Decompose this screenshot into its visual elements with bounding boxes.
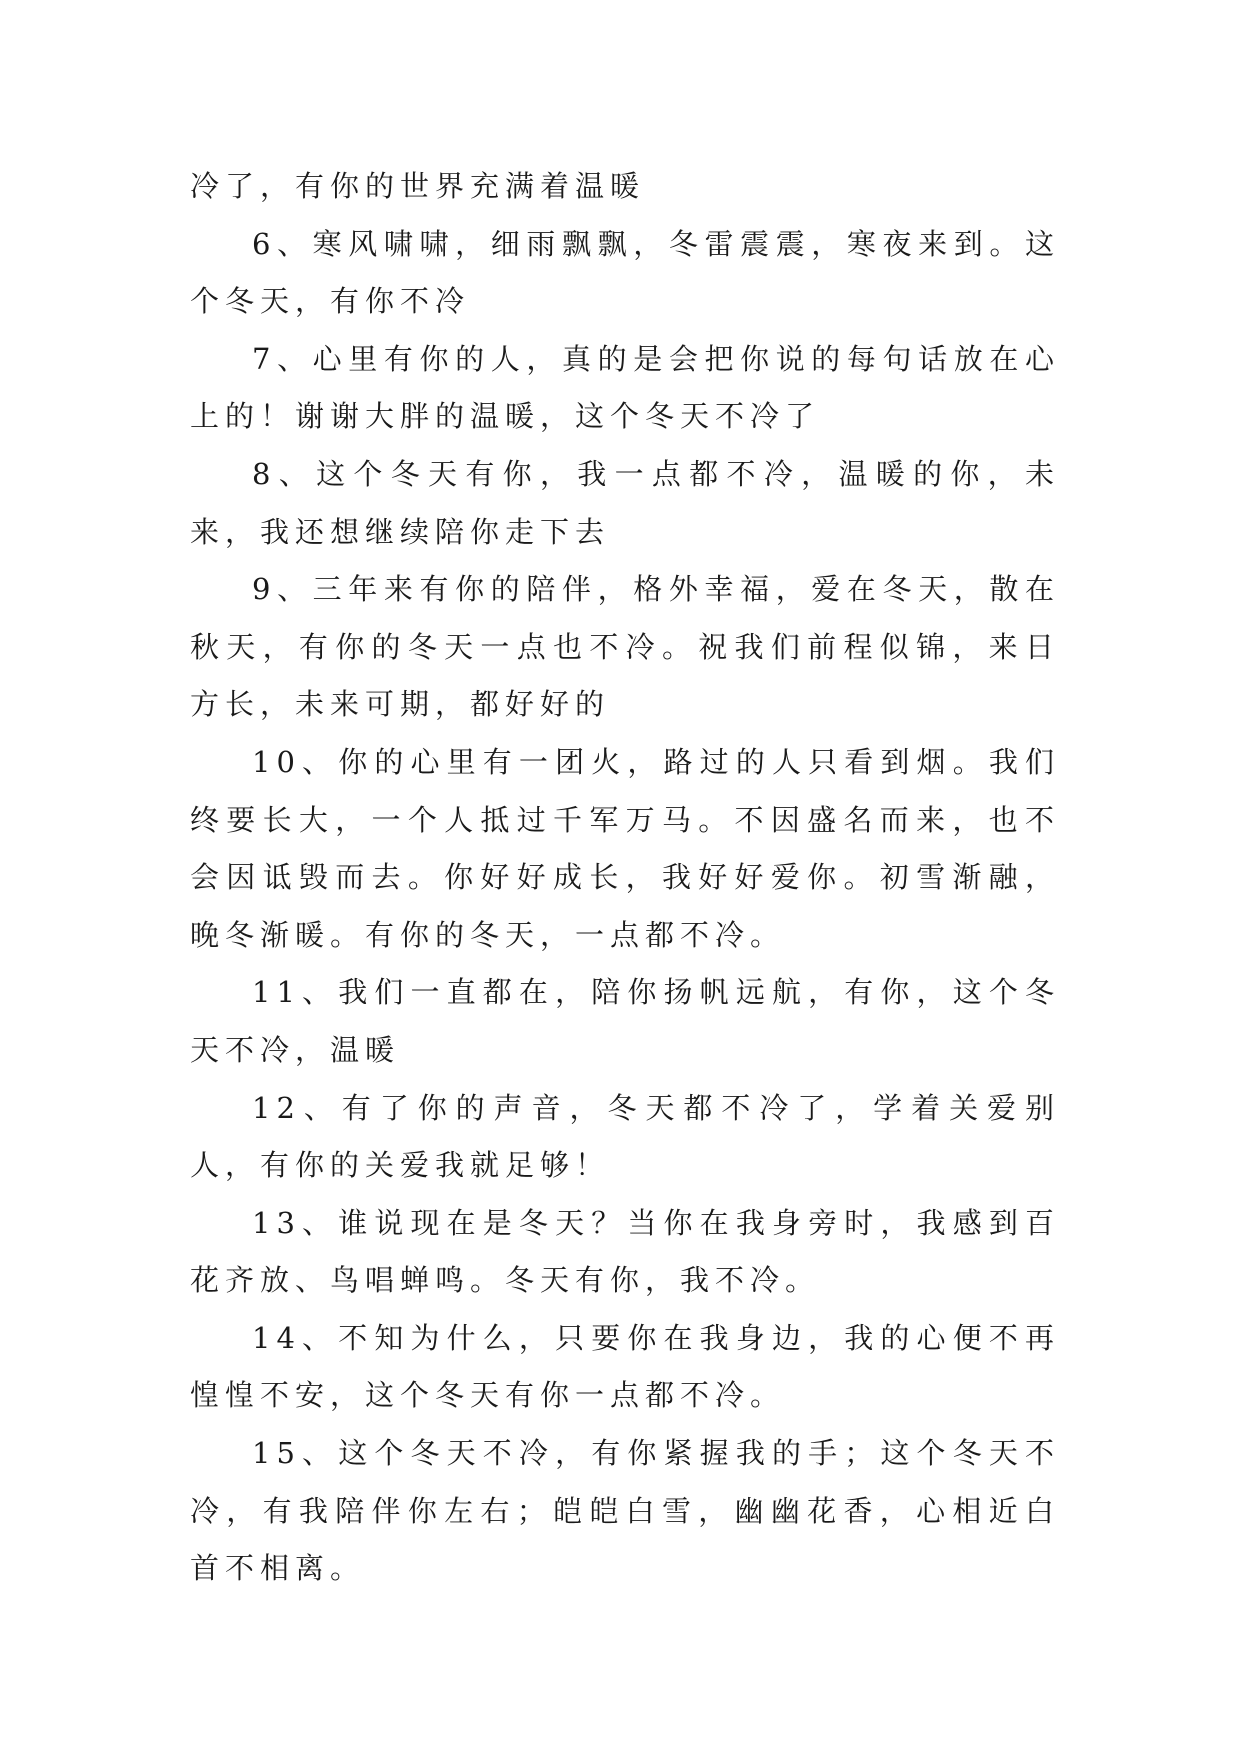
- paragraph-item-6: 6、寒风啸啸，细雨飘飘，冬雷震震，寒夜来到。这个冬天，有你不冷: [190, 226, 1060, 319]
- paragraph-item-15: 15、这个冬天不冷，有你紧握我的手；这个冬天不冷，有我陪伴你左右；皑皑白雪，幽幽花香，心相近白首不相离。: [190, 1436, 1060, 1586]
- paragraph-item-7: 7、心里有你的人，真的是会把你说的每句话放在心上的！谢谢大胖的温暖，这个冬天不冷了: [190, 341, 1060, 434]
- paragraph-item-9: 9、三年来有你的陪伴，格外幸福，爱在冬天，散在秋天，有你的冬天一点也不冷。祝我们前程似锦，来日方长，未来可期，都好好的: [190, 572, 1060, 722]
- paragraph-continuation: 冷了，有你的世界充满着温暖: [190, 169, 646, 203]
- paragraph-item-13: 13、谁说现在是冬天？当你在我身旁时，我感到百花齐放、鸟唱蝉鸣。冬天有你，我不冷。: [190, 1205, 1060, 1298]
- paragraph-item-14: 14、不知为什么，只要你在我身边，我的心便不再惶惶不安，这个冬天有你一点都不冷。: [190, 1320, 1060, 1413]
- paragraph-item-10: 10、你的心里有一团火，路过的人只看到烟。我们终要长大，一个人抵过千军万马。不因盛名而来，也不会因诋毁而去。你好好成长，我好好爱你。初雪渐融，晚冬渐暖。有你的冬天，一点都不冷。: [190, 744, 1060, 952]
- paragraph-item-11: 11、我们一直都在，陪你扬帆远航，有你，这个冬天不冷，温暖: [190, 975, 1060, 1067]
- paragraph-item-8: 8、这个冬天有你，我一点都不冷，温暖的你，未来，我还想继续陪你走下去: [190, 456, 1060, 549]
- paragraph-item-12: 12、有了你的声音，冬天都不冷了，学着关爱别人，有你的关爱我就足够！: [190, 1090, 1060, 1183]
- document-page: [190, 158, 1060, 1598]
